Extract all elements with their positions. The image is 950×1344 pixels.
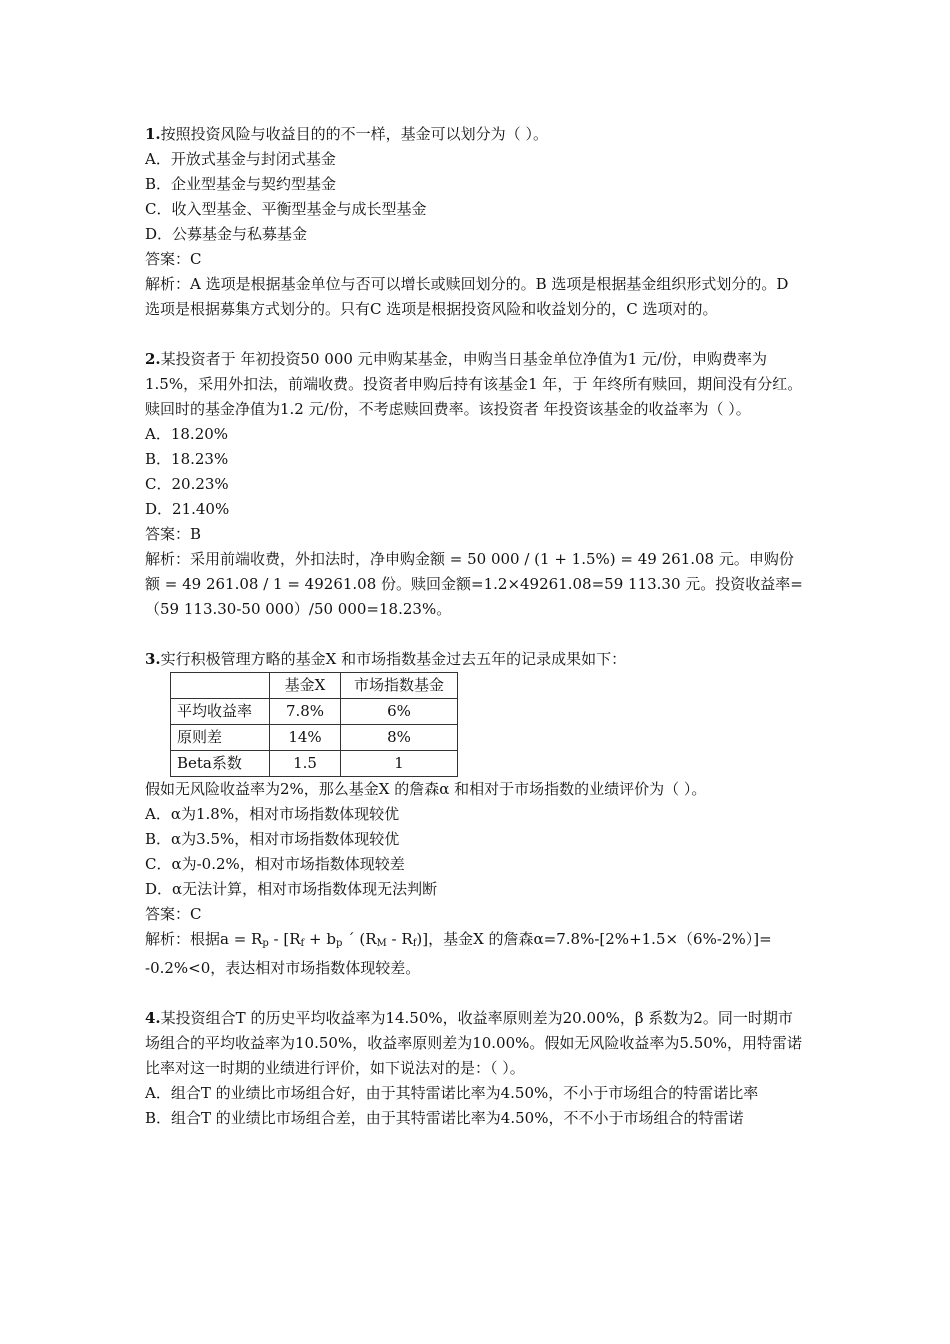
table-cell: 14% <box>270 725 341 751</box>
table-cell: 8% <box>341 725 458 751</box>
option-b: B．组合T 的业绩比市场组合差，由于其特雷诺比率为4.50%，不不小于市场组合的特雷诺 <box>145 1109 744 1127</box>
option-b: B．α为3.5%，相对市场指数体现较优 <box>145 830 400 848</box>
option-a: A．18.20% <box>145 425 229 443</box>
table-cell: 1 <box>341 751 458 777</box>
table-cell: 原则差 <box>171 725 270 751</box>
question-number: 3. <box>145 650 161 668</box>
stem-text: 某投资者于 年初投资50 000 元申购某基金，申购当日基金单位净值为1 元/份，申购费率为1.5%，采用外扣法，前端收费。投资者申购后持有该基金1 年，于 年终所有赎回，期间没有分红。赎回时的基金净值为1.2 元/份，不考虑赎回费率。该投资者 年投资该基金的收益率为（ ）。 <box>145 350 803 418</box>
table-header-cell: 基金X <box>270 673 341 699</box>
question-4 <box>145 1006 805 1131</box>
subscript: f <box>412 938 417 949</box>
stem-text: 实行积极管理方略的基金X 和市场指数基金过去五年的记录成果如下： <box>160 650 627 668</box>
analysis-text: + b <box>304 930 336 948</box>
question-number: 4. <box>145 1009 161 1027</box>
stem-text: 按照投资风险与收益目的的不一样，基金可以划分为（ ）。 <box>160 125 548 143</box>
option-a: A．组合T 的业绩比市场组合好，由于其特雷诺比率为4.50%，不小于市场组合的特雷诺比率 <box>145 1084 759 1102</box>
option-a: A．α为1.8%，相对市场指数体现较优 <box>145 805 400 823</box>
analysis-text: - R <box>386 930 413 948</box>
document-content <box>145 122 805 1131</box>
analysis-text: 解析：根据a = R <box>145 930 263 948</box>
table-header-row <box>171 673 458 699</box>
option-d: D．公募基金与私募基金 <box>145 225 308 243</box>
question-3 <box>145 647 805 981</box>
option-c: C．α为-0.2%，相对市场指数体现较差 <box>145 855 405 873</box>
subscript: p <box>335 938 343 949</box>
question-3-stem <box>145 647 805 672</box>
analysis <box>145 927 805 981</box>
question-number: 1. <box>145 125 161 143</box>
table-header-cell <box>171 673 270 699</box>
question-3-prompt: 假如无风险收益率为2%，那么基金X 的詹森α 和相对于市场指数的业绩评价为（ ）。 <box>145 780 707 798</box>
option-a: A．开放式基金与封闭式基金 <box>145 150 336 168</box>
option-c: C．收入型基金、平衡型基金与成长型基金 <box>145 200 427 218</box>
option-b: B．企业型基金与契约型基金 <box>145 175 337 193</box>
analysis-text: - [R <box>268 930 301 948</box>
table-cell: 7.8% <box>270 699 341 725</box>
answer: 答案：B <box>145 525 202 543</box>
question-1-stem <box>145 122 805 147</box>
answer: 答案：C <box>145 905 202 923</box>
table-cell: Beta系数 <box>171 751 270 777</box>
option-c: C．20.23% <box>145 475 229 493</box>
answer: 答案：C <box>145 250 202 268</box>
question-4-stem <box>145 1006 805 1081</box>
question-1 <box>145 122 805 322</box>
analysis: 解析：采用前端收费，外扣法时，净申购金额 = 50 000 / (1 + 1.5%) = 49 261.08 元。申购份额 = 49 261.08 / 1 = 49261.08 份。赎回金额=1.2×49261.08=59 113.30 元。投资收益率=（59 113.30-50 000）/50 000=18.23%。 <box>145 550 803 618</box>
table-row <box>171 725 458 751</box>
question-2-stem <box>145 347 805 422</box>
subscript: f <box>300 938 305 949</box>
analysis-text: )]，基金X 的詹森α=7.8%-[2%+1.5×（6%-2%）]= -0.2%<0，表达相对市场指数体现较差。 <box>145 930 772 977</box>
option-d: D．α无法计算，相对市场指数体现无法判断 <box>145 880 438 898</box>
table-cell: 1.5 <box>270 751 341 777</box>
subscript: p <box>262 938 269 949</box>
table-cell: 6% <box>341 699 458 725</box>
analysis-text: ´ (R <box>342 930 377 948</box>
fund-comparison-table <box>170 672 458 777</box>
option-b: B．18.23% <box>145 450 229 468</box>
analysis: 解析：A 选项是根据基金单位与否可以增长或赎回划分的。B 选项是根据基金组织形式划分的。D 选项是根据募集方式划分的。只有C 选项是根据投资风险和收益划分的，C 选项对的。 <box>145 275 789 318</box>
option-d: D．21.40% <box>145 500 230 518</box>
question-number: 2. <box>145 350 161 368</box>
table-row <box>171 699 458 725</box>
table-header-cell: 市场指数基金 <box>341 673 458 699</box>
stem-text: 某投资组合T 的历史平均收益率为14.50%，收益率原则差为20.00%，β 系数为2。同一时期市场组合的平均收益率为10.50%，收益率原则差为10.00%。假如无风险收益率为5.50%，用特雷诺比率对这一时期的业绩进行评价，如下说法对的是：（ ）。 <box>145 1009 803 1077</box>
table-cell: 平均收益率 <box>171 699 270 725</box>
subscript: M <box>376 938 387 949</box>
question-2 <box>145 347 805 622</box>
table-row <box>171 751 458 777</box>
